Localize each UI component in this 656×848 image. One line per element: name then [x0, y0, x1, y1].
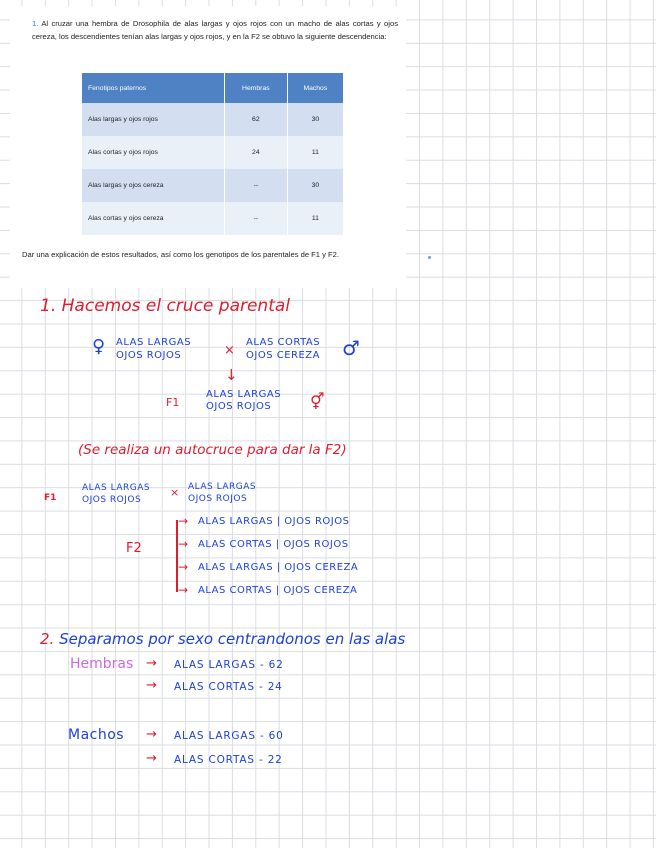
phenotype-table — [82, 73, 344, 235]
female-parent — [116, 336, 191, 362]
male-trait-eyes: OJOS CEREZA — [246, 350, 320, 361]
question-text: Dar una explicación de estos resultados, así como los genotipos de los parentales de F1 y F2. — [22, 250, 340, 259]
f2-arrow: → — [178, 537, 189, 551]
f2-label: F2 — [126, 541, 142, 556]
down-arrow: ↓ — [225, 366, 238, 384]
f1b-right-eyes: OJOS ROJOS — [188, 494, 248, 504]
female-symbol: ♀ — [92, 336, 106, 357]
male-trait-wings: ALAS CORTAS — [246, 337, 321, 348]
table-row — [82, 136, 344, 169]
step2-number: 2. — [40, 630, 55, 648]
f2-result: ALAS CORTAS | OJOS ROJOS — [198, 539, 349, 550]
table-cell: -- — [224, 202, 287, 235]
hembras-label: Hembras — [70, 656, 134, 672]
hembras-arrow: → — [146, 678, 157, 693]
step1-heading — [40, 296, 290, 316]
f2-arrow: → — [178, 514, 189, 528]
f1b-right-wings: ALAS LARGAS — [188, 482, 257, 492]
hembras-line: ALAS LARGAS - 62 — [174, 659, 284, 671]
machos-line: ALAS CORTAS - 22 — [174, 754, 283, 766]
f2-bracket — [176, 520, 178, 592]
table-cell: 11 — [287, 202, 343, 235]
machos-arrow: → — [146, 727, 157, 742]
f2-result: ALAS CORTAS | OJOS CEREZA — [198, 585, 358, 596]
f2-result: ALAS LARGAS | OJOS CEREZA — [198, 562, 359, 573]
table-cell: 30 — [287, 169, 343, 202]
column-header: Fenotipos paternos — [82, 73, 224, 103]
f1b-left-wings: ALAS LARGAS — [82, 483, 151, 493]
cross-symbol: × — [224, 343, 235, 358]
table-cell: -- — [224, 169, 287, 202]
table-row — [82, 103, 344, 136]
problem-number: 1. — [32, 19, 39, 28]
step2-heading — [40, 630, 405, 648]
male-symbol: ♂ — [342, 336, 360, 360]
table-cell: 30 — [287, 103, 343, 136]
table-row — [82, 169, 344, 202]
table-cell: 11 — [287, 136, 343, 169]
table-cell: Alas largas y ojos rojos — [82, 103, 224, 136]
margin-dot — [428, 256, 431, 259]
hembras-arrow: → — [146, 656, 157, 671]
machos-label: Machos — [68, 727, 125, 743]
column-header: Machos — [287, 73, 343, 103]
f1-trait-wings: ALAS LARGAS — [206, 389, 282, 400]
f1b-left — [82, 482, 150, 506]
table-header-row — [82, 73, 344, 103]
table-row — [82, 202, 344, 235]
f2-arrow: → — [178, 560, 189, 574]
table-cell: Alas cortas y ojos cereza — [82, 202, 224, 235]
f1b-left-eyes: OJOS ROJOS — [82, 495, 142, 505]
f1b-cross: × — [170, 486, 180, 499]
f2-arrow: → — [178, 583, 189, 597]
column-header: Hembras — [224, 73, 287, 103]
step2-title: Separamos por sexo centrandonos en las alas — [59, 630, 406, 648]
machos-line: ALAS LARGAS - 60 — [174, 730, 284, 742]
f1b-label: F1 — [44, 493, 57, 503]
autocross-note: (Se realiza un autocruce para dar la F2) — [78, 442, 347, 458]
f1-symbol: ⚥ — [310, 392, 325, 411]
female-trait-eyes: OJOS ROJOS — [116, 350, 182, 361]
f2-result: ALAS LARGAS | OJOS ROJOS — [198, 516, 350, 527]
female-trait-wings: ALAS LARGAS — [116, 337, 192, 348]
f1-trait-eyes: OJOS ROJOS — [206, 401, 272, 412]
f1-label: F1 — [166, 396, 180, 409]
machos-arrow: → — [146, 751, 157, 766]
step1-number: 1. — [40, 296, 57, 316]
f1b-right — [188, 481, 256, 505]
problem-statement — [32, 18, 398, 44]
table-cell: 62 — [224, 103, 287, 136]
f1-offspring — [206, 389, 281, 413]
hembras-line: ALAS CORTAS - 24 — [174, 681, 283, 693]
step1-title: Hacemos el cruce parental — [61, 296, 291, 316]
table-cell: 24 — [224, 136, 287, 169]
male-parent — [246, 336, 320, 362]
problem-text: Al cruzar una hembra de Drosophila de alas largas y ojos rojos con un macho de alas cortas y ojos cereza, los descendientes tenían alas largas y ojos rojos, y en la F2 se obtuvo la siguiente descendencia: — [32, 19, 398, 41]
table-cell: Alas largas y ojos cereza — [82, 169, 224, 202]
table-cell: Alas cortas y ojos rojos — [82, 136, 224, 169]
